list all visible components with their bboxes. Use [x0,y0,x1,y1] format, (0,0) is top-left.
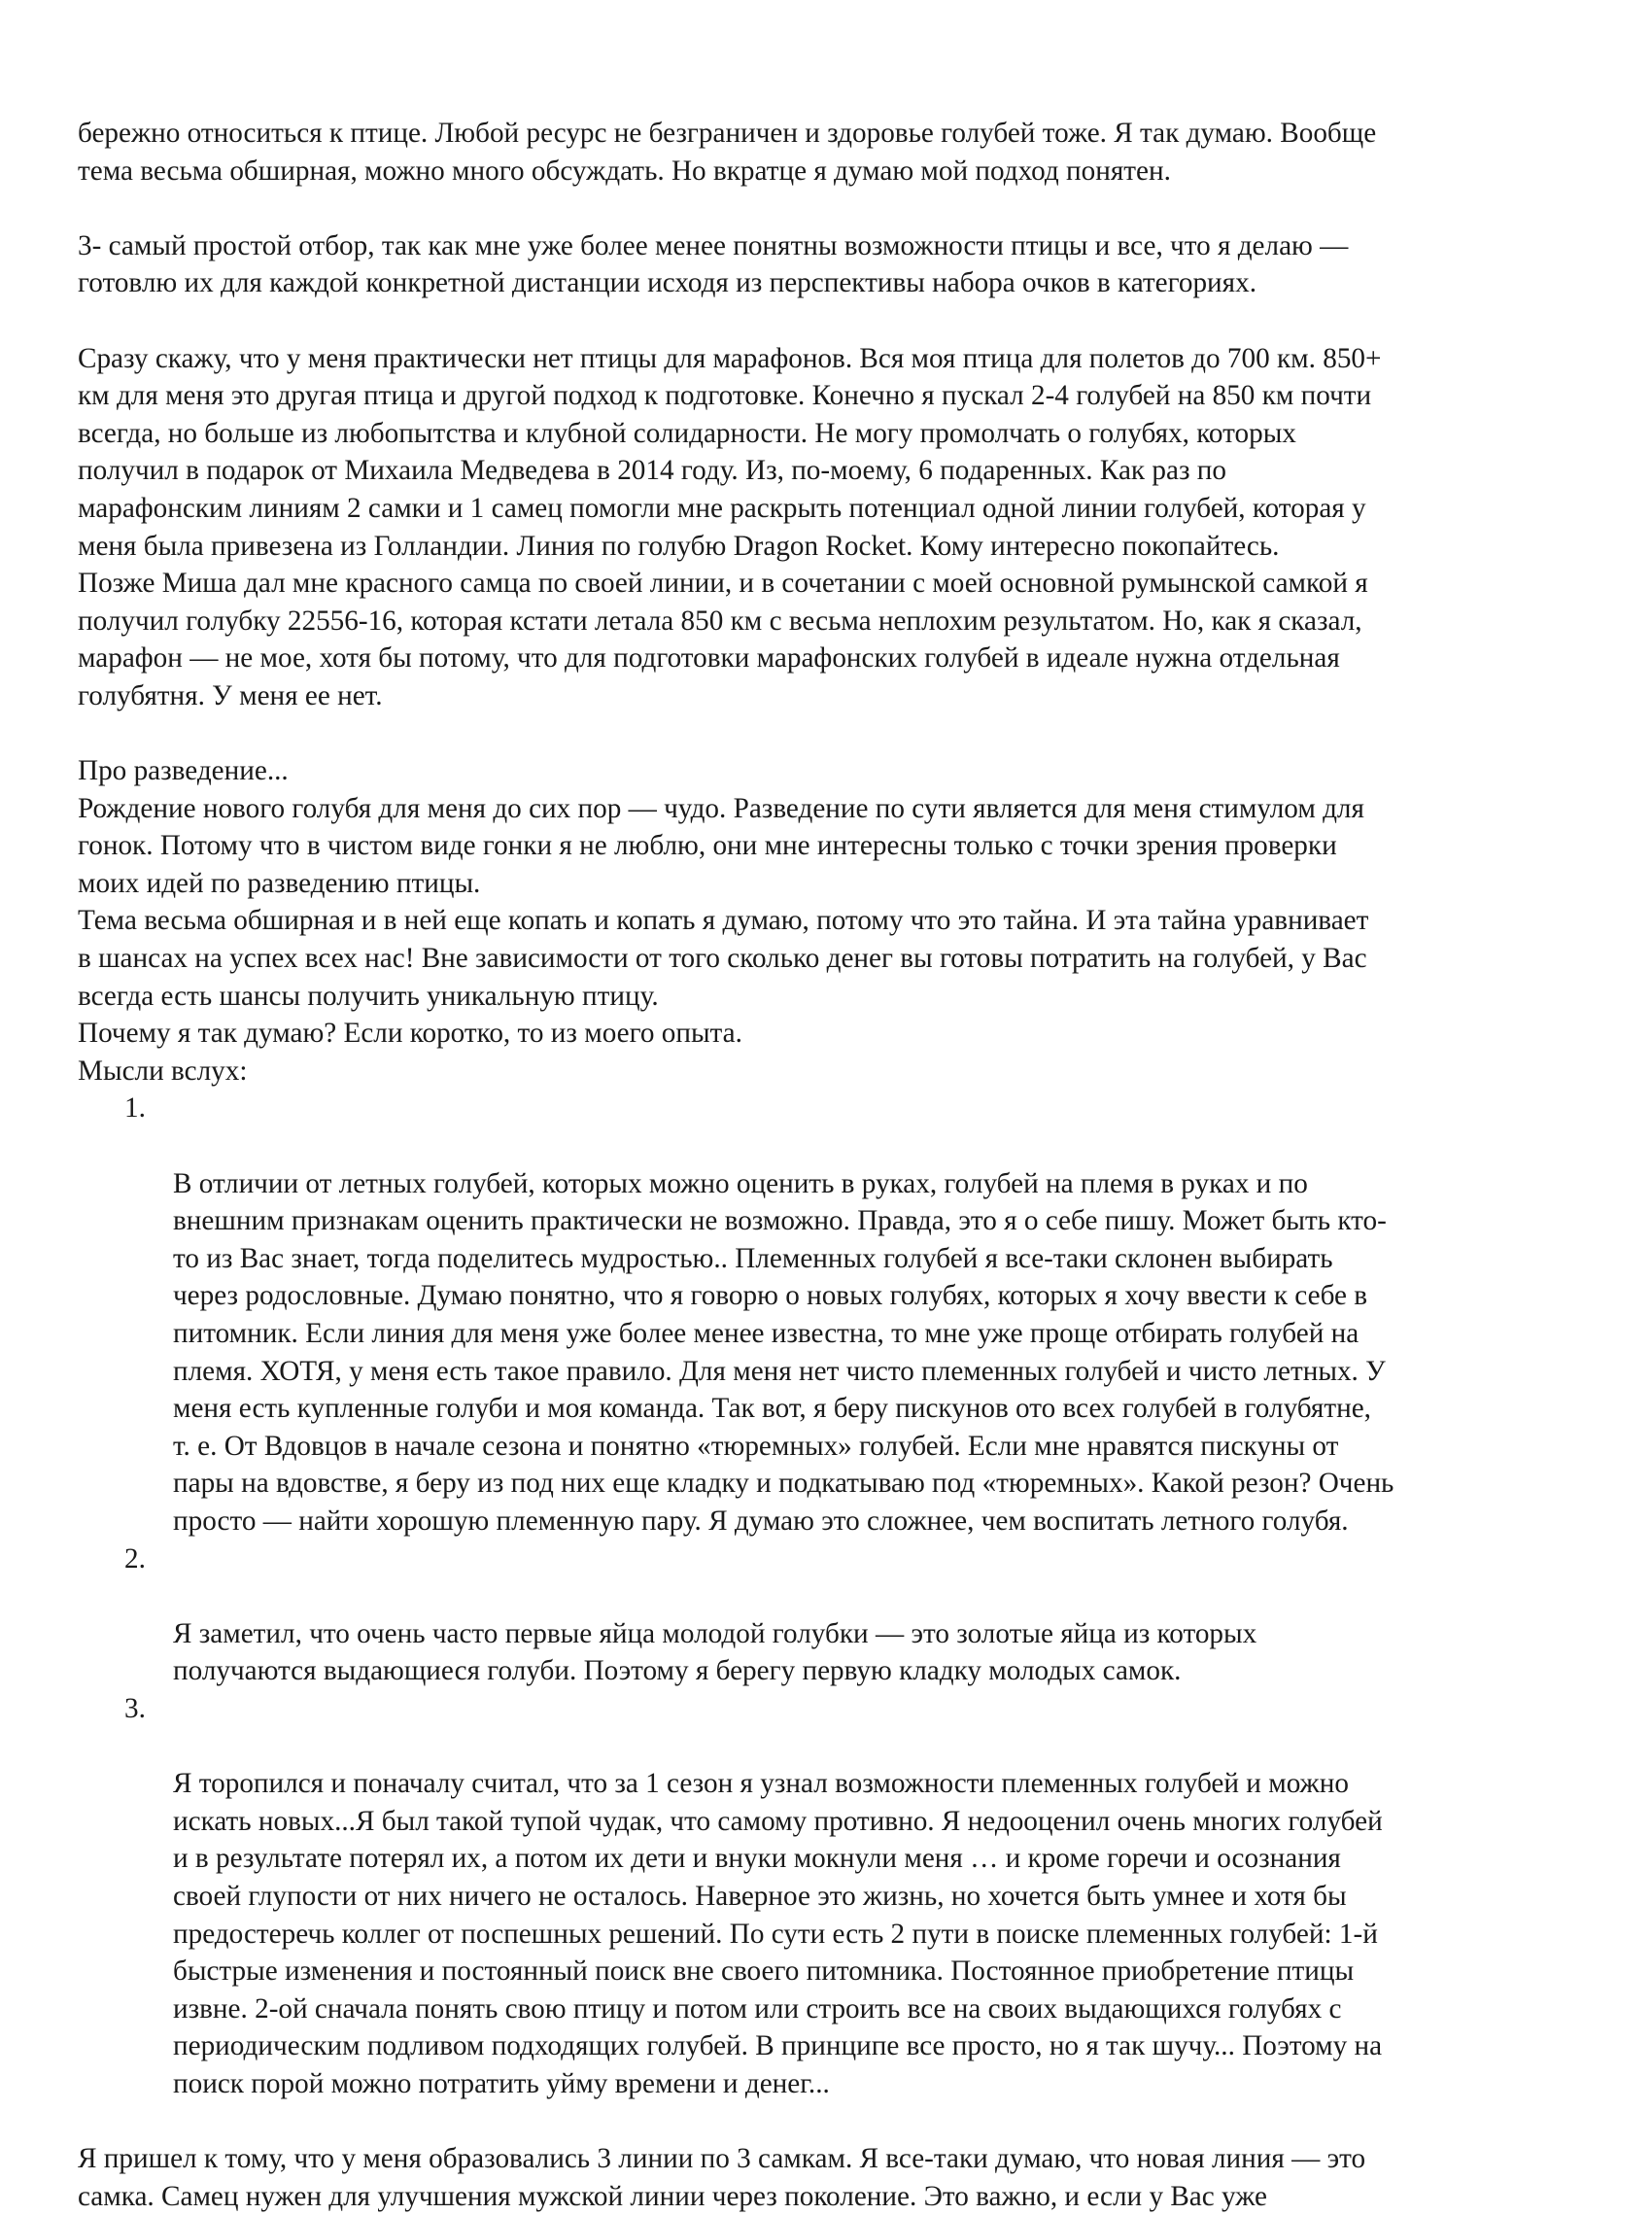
thoughts-heading: Мысли вслух: [78,1055,248,1087]
paragraph-gap [78,302,1579,340]
list-item [78,1090,1579,1540]
paragraph-gap [78,190,1579,227]
paragraph-gap [78,715,1579,753]
closing-paragraph: Я пришел к тому, что у меня образовались 3 линии по 3 самкам. Я все-таки думаю, что новая линия — это самка. Самец нужен для улучшения мужской линии через поколение. Это важно, и если у Вас уже [78,2143,1366,2212]
document-page [78,115,1579,2215]
marathon-paragraph: Сразу скажу, что у меня практически нет птицы для марафонов. Вся моя птица для полетов до 700 км. 850+ км для меня это другая птица и другой подход к подготовке. Конечно я пускал 2-4 голубей на 850 км почти всегда, но больше из любопытства и клубной солидарности. Не могу промолчать о голубях, которых получил в подарок от Михаила Медведева в 2014 году. Из, по-моему, 6 подаренных. Как раз по марафонским линиям 2 самки и 1 самец помогли мне раскрыть потенциал одной линии голубей, которая у меня была привезена из Голландии. Линия по голубю Dragon Rocket. Кому интересно покопайтесь. Позже Миша дал мне красного самца по своей линии, и в сочетании с моей основной румынской самкой я получил голубку 22556-16, которая кстати летала 850 км с весьма неплохим результатом. Но, как я сказал, марафон — не мое, хотя бы потому, что для подготовки марафонских голубей в идеале нужна отдельная голубятня. У меня ее нет. [78,342,1382,711]
list-item-text: Я заметил, что очень часто первые яйца молодой голубки — это золотые яйца из которых получаются выдающиеся голуби. Поэтому я берегу первую кладку молодых самок. [173,1617,1257,1687]
breeding-heading: Про разведение... [78,755,289,787]
thoughts-list [78,1090,1579,2102]
intro-paragraph: бережно относиться к птице. Любой ресурс не безграничен и здоровье голубей тоже. Я так думаю. Вообще тема весьма обширная, можно много обсуждать. Но вкратце я думаю мой подход понятен. [78,118,1377,187]
list-item-number: 3. [124,1692,146,1724]
breeding-paragraph: Рождение нового голубя для меня до сих пор — чудо. Разведение по сути является для меня стимулом для гонок. Потому что в чистом виде гонки я не люблю, они мне интересны только с точки зрения проверки моих идей по разведению птицы. [78,792,1364,899]
list-item-number: 2. [124,1542,146,1575]
mystery-paragraph: Тема весьма обширная и в ней еще копать и копать я думаю, потому что это тайна. И эта тайна уравнивает в шансах на успех всех нас! Вне зависимости от того сколько денег вы готовы потратить на голубей, у Вас всегда есть шансы получить уникальную птицу. [78,905,1369,1012]
list-item-number: 1. [124,1092,146,1125]
list-item-text: В отличии от летных голубей, которых можно оценить в руках, голубей на племя в руках и по внешним признакам оценить практически не возможно. Правда, это я о себе пишу. Может быть кто- то из Вас знает, тогда поделитесь мудростью.. Племенных голубей я все-таки склонен выбирать через родословные. Думаю понятно, что я говорю о новых голубях, которых я хочу ввести к себе в питомник. Если линия для меня уже более менее известна, то мне уже проще отбирать голубей на племя. ХОТЯ, у меня есть такое правило. Для меня нет чисто племенных голубей и чисто летных. У меня есть купленные голуби и моя команда. Так вот, я беру пискунов ото всех голубей в голубятне, т. е. От Вдовцов в начале сезона и понятно «тюремных» голубей. Если мне нравятся пискуны от пары на вдовстве, я беру из под них еще кладку и подкатываю под «тюремных». Какой резон? Очень просто — найти хорошую племенную пару. Я думаю это сложнее, чем воспитать летного голубя. [173,1167,1394,1537]
list-item [78,1690,1579,2103]
list-item [78,1540,1579,1690]
why-line: Почему я так думаю? Если коротко, то из моего опыта. [78,1018,742,1050]
list-item-text: Я торопился и поначалу считал, что за 1 сезон я узнал возможности племенных голубей и можно искать новых...Я был такой тупой чудак, что самому противно. Я недооценил очень многих голубей и в результате потерял их, а потом их дети и внуки мокнули меня … и кроме горечи и осознания своей глупости от них ничего не осталось. Наверное это жизнь, но хочется быть умнее и хотя бы предостеречь коллег от поспешных решений. По сути есть 2 пути в поиске племенных голубей: 1-й быстрые изменения и постоянный поиск вне своего питомника. Постоянное приобретение птицы извне. 2-ой сначала понять свою птицу и потом или строить все на своих выдающихся голубях с периодическим подливом подходящих голубей. В принципе все просто, но я так шучу... Поэтому на поиск порой можно потратить уйму времени и денег... [173,1768,1383,2099]
selection-paragraph: 3- самый простой отбор, так как мне уже более менее понятны возможности птицы и все, что я делаю — готовлю их для каждой конкретной дистанции исходя из перспективы набора очков в категориях. [78,229,1349,299]
paragraph-gap [78,2102,1579,2140]
